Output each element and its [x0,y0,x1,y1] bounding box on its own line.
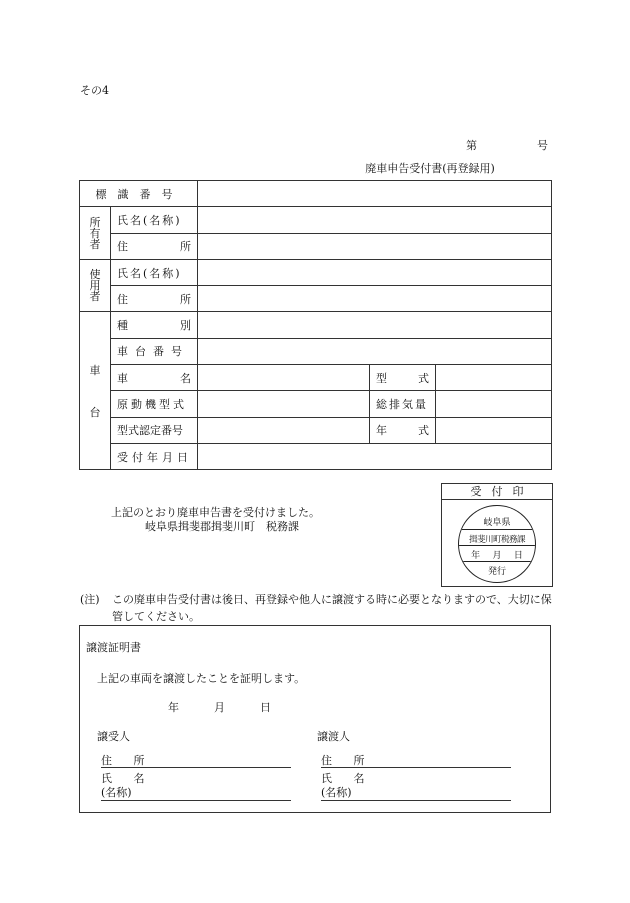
transferee-address-field[interactable]: 住 所 [101,752,291,768]
chassis-number-label: 車台番号 [111,338,198,364]
year-model-label: 年 式 [370,417,436,443]
transferor-address-field[interactable]: 住 所 [321,752,511,768]
user-address-field[interactable] [198,286,552,312]
displacement-label: 総排気量 [370,391,436,417]
reception-stamp-box [441,483,553,587]
table-row [80,207,552,233]
model-field[interactable] [436,365,552,391]
year-model-field[interactable] [436,417,552,443]
car-name-label: 車 名 [111,365,198,391]
transferor-name-label: 氏 名 [321,772,374,785]
chassis-number-field[interactable] [198,338,552,364]
vehicle-type-label: 種 別 [111,312,198,338]
certificate-title: 譲渡証明書 [86,641,141,654]
table-row [80,365,552,391]
vehicle-table [79,180,552,470]
receipt-statement: 上記のとおり廃車申告書を受付けました。 [111,506,320,519]
transferor-label: 譲渡人 [317,730,350,743]
seal-issued: 発行 [487,567,506,577]
table-row [80,443,552,469]
transferee-name-label: 氏 名 [101,772,154,785]
transferee-label: 譲受人 [97,730,130,743]
transfer-certificate: 譲渡証明書 上記の車両を譲渡したことを証明します。 年 月 日 譲受人 住 所 氏 名 (名称) 譲渡人 住 所 氏 名 (名称) [79,625,551,813]
owner-name-field[interactable] [198,207,552,233]
plate-number-field[interactable] [198,181,552,207]
vehicle-group-label: 車 台 [80,312,111,470]
table-row [80,181,552,207]
approval-number-label: 型式認定番号 [111,417,198,443]
plate-number-label: 標識番号 [80,181,198,207]
table-row [80,286,552,312]
owner-address-label: 住 所 [111,233,198,259]
table-row [80,417,552,443]
owner-group-label: 所有者 [80,207,111,260]
number-suffix: 号 [537,139,548,152]
engine-model-field[interactable] [198,391,370,417]
vehicle-type-field[interactable] [198,312,552,338]
user-name-label: 氏名(名称) [111,259,198,285]
user-group-label: 使用者 [80,259,111,312]
user-address-label: 住 所 [111,286,198,312]
table-row [80,233,552,259]
transferee-name-field[interactable]: (名称) [101,784,291,801]
table-row [80,338,552,364]
table-row [80,312,552,338]
receipt-office: 岐阜県揖斐郡揖斐川町 税務課 [145,520,299,533]
transferor-name-field[interactable]: (名称) [321,784,511,801]
number-prefix: 第 [466,139,477,152]
model-label: 型 式 [370,365,436,391]
note-marker: (注) [80,593,100,606]
car-name-field[interactable] [198,365,370,391]
stamp-header: 受付印 [442,484,552,500]
displacement-field[interactable] [436,391,552,417]
seal-office: 揖斐川町税務課 [468,535,525,545]
received-date-label: 受付年月日 [111,443,198,469]
received-date-field[interactable] [198,443,552,469]
page-label: その4 [80,84,109,97]
engine-model-label: 原動機型式 [111,391,198,417]
owner-name-label: 氏名(名称) [111,207,198,233]
owner-address-field[interactable] [198,233,552,259]
table-row [80,259,552,285]
user-name-field[interactable] [198,259,552,285]
certificate-statement: 上記の車両を譲渡したことを証明します。 [97,672,306,685]
approval-number-field[interactable] [198,417,370,443]
seal-date: 年 月 日 [471,551,523,561]
table-row [80,391,552,417]
form-title: 廃車申告受付書(再登録用) [365,162,495,175]
note-text: この廃車申告受付書は後日、再登録や他人に譲渡する時に必要となりますので、大切に保管してください。 [112,593,552,623]
seal-prefecture: 岐阜県 [483,518,511,528]
reception-seal-icon [458,505,536,583]
